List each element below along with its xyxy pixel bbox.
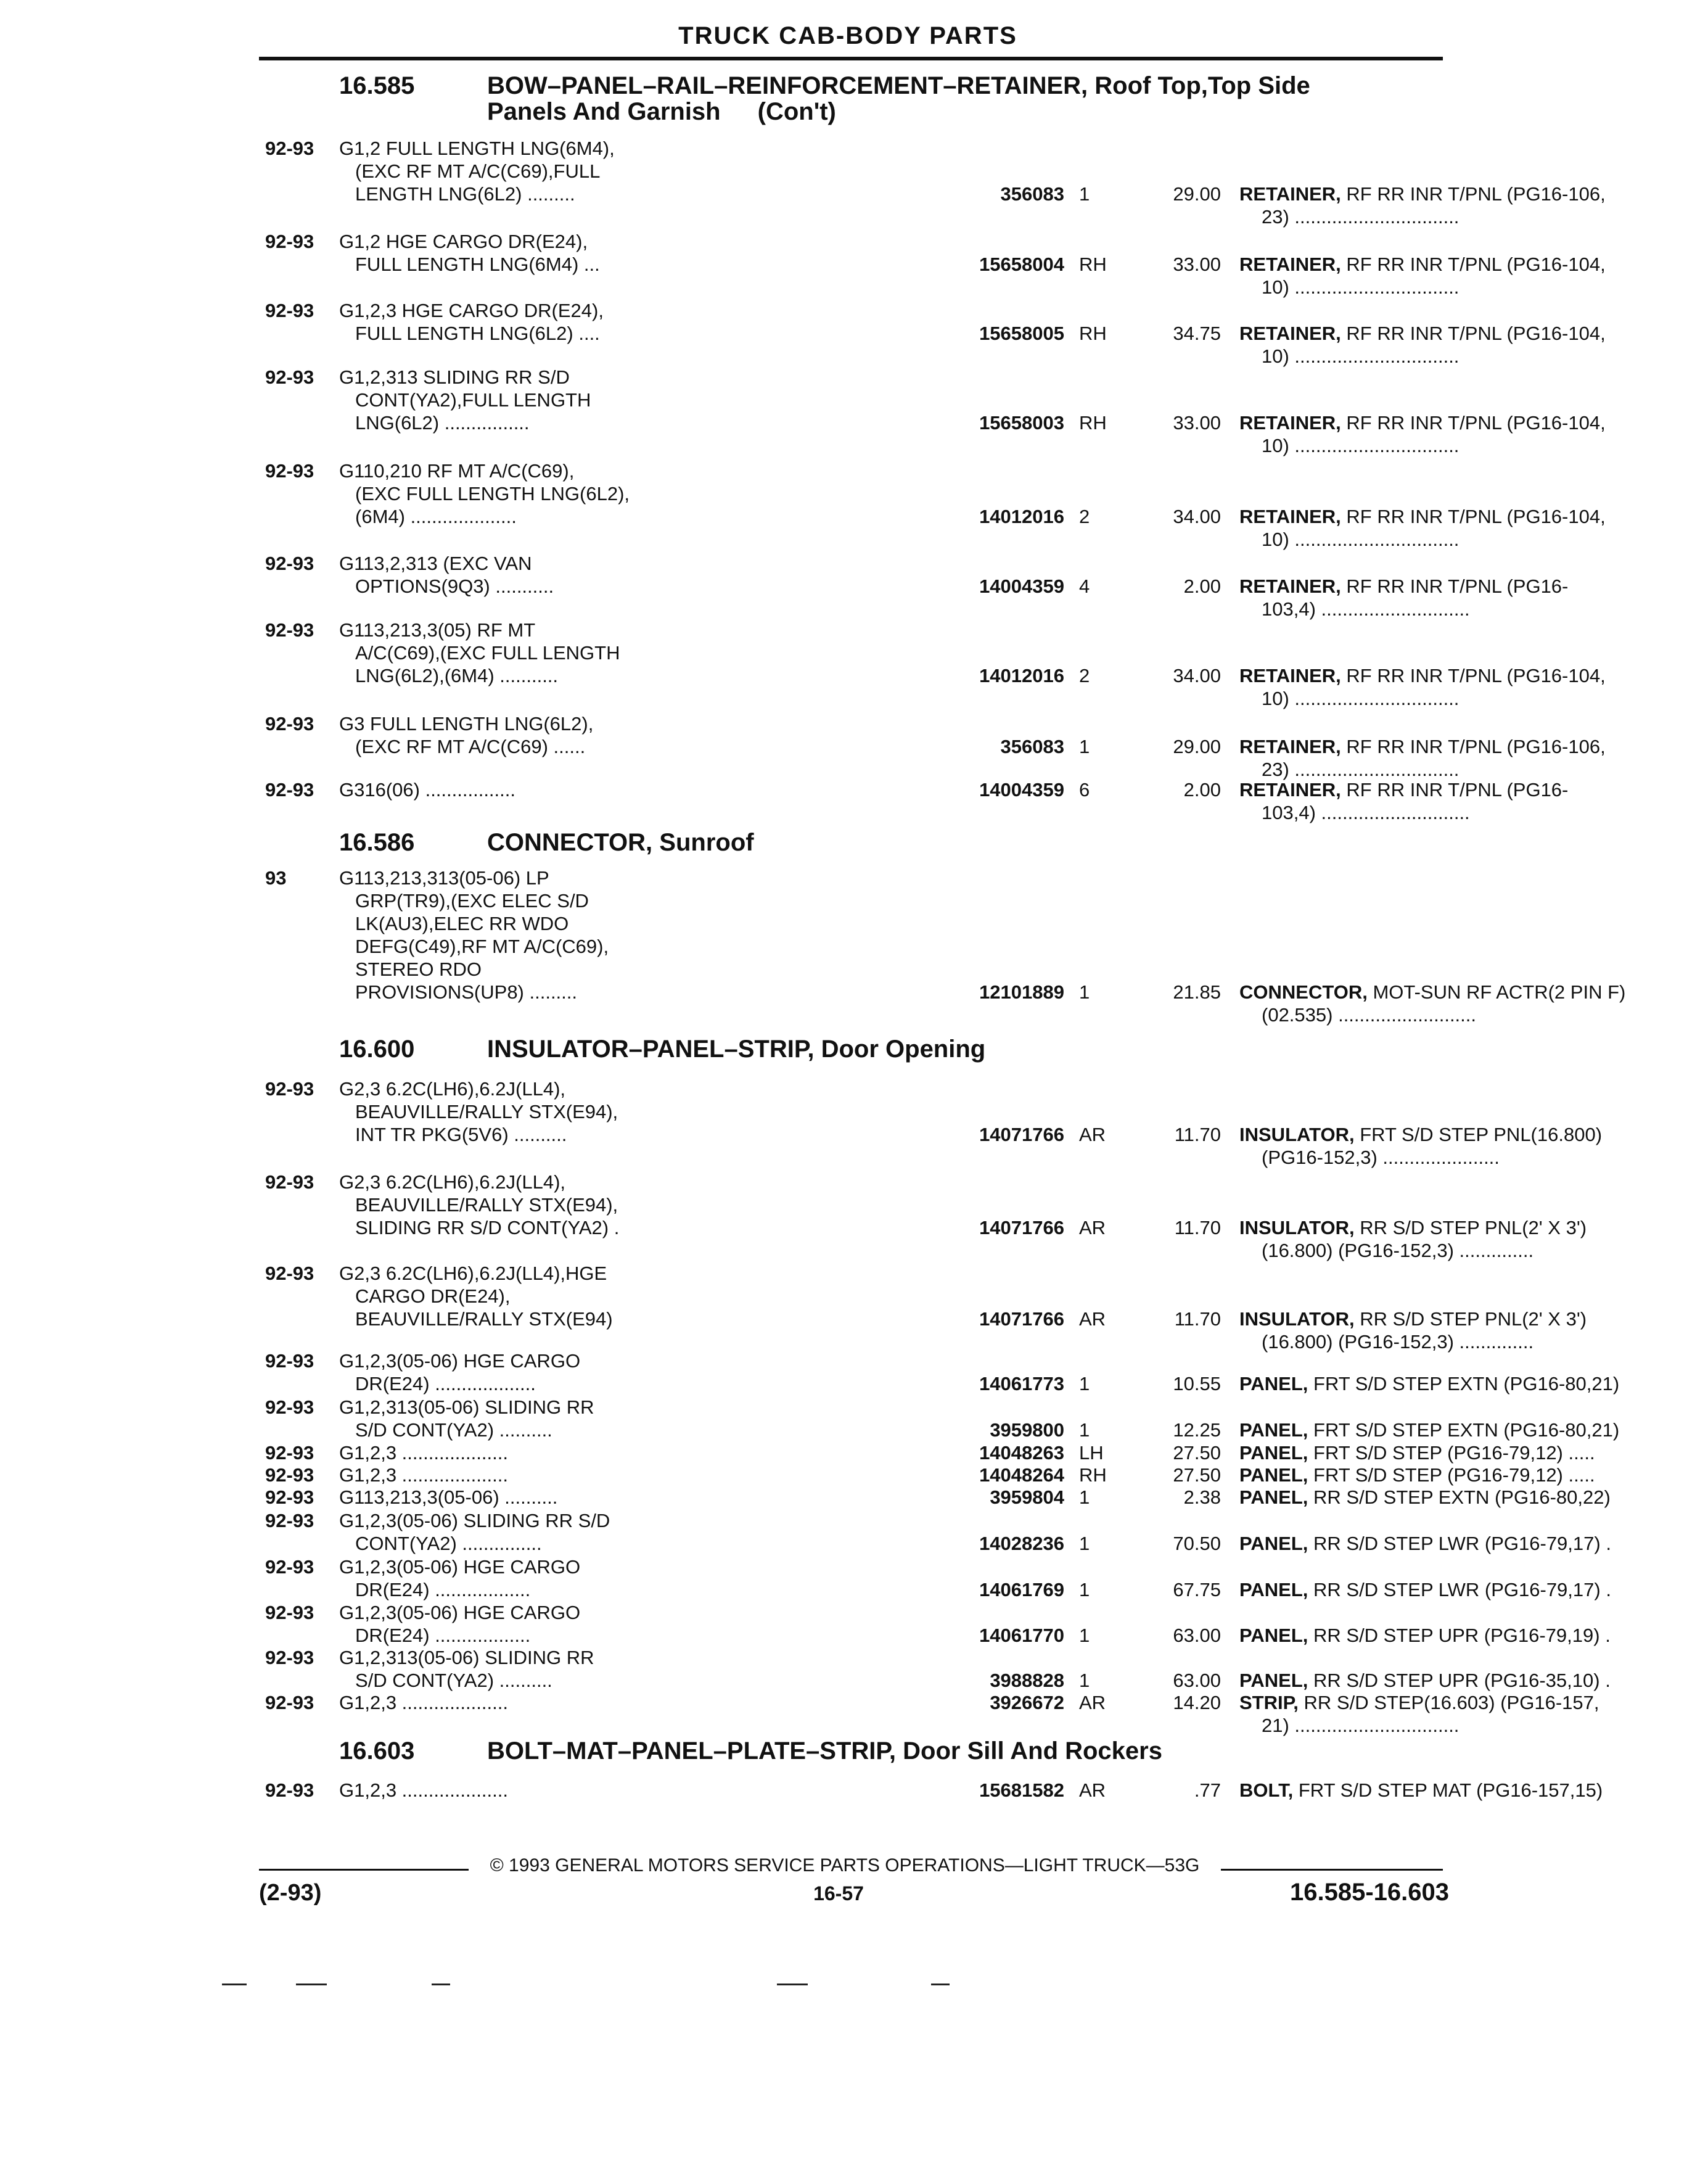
- part-name-label: STRIP,: [1239, 1692, 1299, 1713]
- part-name-continued: 10) ...............................: [1262, 529, 1460, 550]
- quantity: RH: [1079, 1464, 1107, 1486]
- quantity: 2: [1079, 506, 1090, 527]
- part-name-continued: (02.535) ..........................: [1262, 1004, 1477, 1026]
- part-name-continued: 10) ...............................: [1262, 345, 1460, 367]
- model-year: 92-93: [265, 138, 314, 159]
- part-number: 14061769: [979, 1579, 1064, 1600]
- section-heading: [339, 1036, 985, 1062]
- part-name-detail: RF RR INR T/PNL (PG16-104,: [1341, 412, 1606, 434]
- usage-line: G113,213,313(05-06) LP: [339, 867, 549, 889]
- part-name: [1239, 1532, 1708, 1555]
- quantity: AR: [1079, 1779, 1106, 1801]
- model-year: 92-93: [265, 619, 314, 641]
- part-number: 15658004: [979, 253, 1064, 275]
- model-year: 92-93: [265, 553, 314, 574]
- usage-line: G1,2,313(05-06) SLIDING RR: [339, 1647, 594, 1668]
- usage-line: BEAUVILLE/RALLY STX(E94),: [355, 1101, 618, 1123]
- quantity: 1: [1079, 183, 1090, 205]
- part-name-label: RETAINER,: [1239, 323, 1341, 344]
- model-year: 92-93: [265, 779, 314, 801]
- part-name: [1239, 183, 1708, 228]
- part-name-detail: RF RR INR T/PNL (PG16-104,: [1341, 253, 1606, 275]
- part-name: [1239, 505, 1708, 551]
- section-title: CONNECTOR,: [487, 829, 653, 856]
- part-number: 14048263: [979, 1442, 1064, 1464]
- usage-line: LNG(6L2),(6M4) ...........: [355, 665, 559, 686]
- quantity: AR: [1079, 1217, 1106, 1238]
- part-name: [1239, 1419, 1708, 1441]
- part-name-label: RETAINER,: [1239, 736, 1341, 757]
- section-heading: [339, 830, 754, 855]
- part-name-detail: FRT S/D STEP (PG16-79,12) .....: [1308, 1464, 1595, 1486]
- part-name: [1239, 253, 1708, 299]
- part-name: [1239, 1779, 1708, 1802]
- usage-line: A/C(C69),(EXC FULL LENGTH: [355, 642, 620, 664]
- section-subtitle: Roof Top,Top Side: [1088, 72, 1310, 99]
- usage-line: SLIDING RR S/D CONT(YA2) .: [355, 1217, 620, 1238]
- model-year: 92-93: [265, 713, 314, 735]
- part-number: 356083: [1000, 183, 1064, 205]
- part-name-label: PANEL,: [1239, 1373, 1308, 1394]
- model-year: 92-93: [265, 1464, 314, 1486]
- part-name-label: BOLT,: [1239, 1779, 1294, 1801]
- quantity: RH: [1079, 412, 1107, 434]
- quantity: 1: [1079, 1419, 1090, 1441]
- usage-line: G1,2,313 SLIDING RR S/D: [339, 366, 570, 388]
- usage-line: DR(E24) ...................: [355, 1373, 536, 1394]
- price: 11.70: [1174, 1308, 1221, 1330]
- model-year: 92-93: [265, 1647, 314, 1668]
- price: 70.50: [1173, 1533, 1221, 1554]
- quantity: RH: [1079, 253, 1107, 275]
- quantity: 1: [1079, 1670, 1090, 1691]
- usage-line: G1,2,3(05-06) HGE CARGO: [339, 1350, 581, 1372]
- part-number: 15658003: [979, 412, 1064, 434]
- quantity: 1: [1079, 1533, 1090, 1554]
- price: 2.38: [1183, 1486, 1221, 1508]
- usage-line: DR(E24) ..................: [355, 1625, 531, 1646]
- model-year: 92-93: [265, 1510, 314, 1531]
- usage-line: G110,210 RF MT A/C(C69),: [339, 460, 575, 482]
- part-name-label: RETAINER,: [1239, 183, 1341, 205]
- quantity: RH: [1079, 323, 1107, 344]
- part-number: 14071766: [979, 1217, 1064, 1238]
- section-heading: [339, 73, 1310, 125]
- usage-line: G1,2,3 HGE CARGO DR(E24),: [339, 300, 604, 321]
- usage-line: G1,2 HGE CARGO DR(E24),: [339, 231, 588, 252]
- part-name-label: PANEL,: [1239, 1442, 1308, 1464]
- model-year: 92-93: [265, 1486, 314, 1508]
- part-name-detail: RF RR INR T/PNL (PG16-104,: [1341, 665, 1606, 686]
- part-name-detail: RR S/D STEP PNL(2' X 3'): [1354, 1308, 1587, 1330]
- price: 14.20: [1173, 1692, 1221, 1713]
- part-name-label: INSULATOR,: [1239, 1308, 1355, 1330]
- part-name-label: PANEL,: [1239, 1486, 1308, 1508]
- part-name-label: CONNECTOR,: [1239, 981, 1368, 1003]
- part-name-detail: FRT S/D STEP EXTN (PG16-80,21): [1308, 1419, 1620, 1441]
- part-name-label: RETAINER,: [1239, 506, 1341, 527]
- usage-line: G113,213,3(05-06) ..........: [339, 1486, 558, 1508]
- usage-line: (EXC RF MT A/C(C69),FULL: [355, 160, 601, 182]
- quantity: 1: [1079, 1373, 1090, 1394]
- part-number: 15658005: [979, 323, 1064, 344]
- usage-line: LK(AU3),ELEC RR WDO: [355, 913, 569, 934]
- usage-line: CONT(YA2),FULL LENGTH: [355, 389, 591, 411]
- model-year: 93: [265, 867, 287, 889]
- page-header: TRUCK CAB-BODY PARTS: [678, 22, 1017, 49]
- part-name: [1239, 575, 1708, 620]
- part-name-detail: RF RR INR T/PNL (PG16-106,: [1341, 736, 1606, 757]
- part-name-detail: FRT S/D STEP (PG16-79,12) .....: [1308, 1442, 1595, 1464]
- part-name-label: PANEL,: [1239, 1670, 1308, 1691]
- part-name-continued: 10) ...............................: [1262, 276, 1460, 298]
- model-year: 92-93: [265, 1442, 314, 1464]
- part-name-label: PANEL,: [1239, 1533, 1308, 1554]
- price: 34.00: [1173, 506, 1221, 527]
- usage-line: (6M4) ....................: [355, 506, 517, 527]
- model-year: 92-93: [265, 1556, 314, 1578]
- usage-line: G1,2,3 ....................: [339, 1442, 508, 1464]
- part-name-label: RETAINER,: [1239, 779, 1341, 801]
- quantity: 1: [1079, 736, 1090, 757]
- quantity: AR: [1079, 1124, 1106, 1145]
- part-name-detail: FRT S/D STEP EXTN (PG16-80,21): [1308, 1373, 1620, 1394]
- part-number: 14004359: [979, 779, 1064, 801]
- model-year: 92-93: [265, 1602, 314, 1623]
- part-name-label: RETAINER,: [1239, 575, 1341, 597]
- usage-line: CARGO DR(E24),: [355, 1285, 511, 1307]
- scan-artifact: [931, 1984, 950, 1985]
- usage-line: BEAUVILLE/RALLY STX(E94),: [355, 1194, 618, 1216]
- part-name: [1239, 1486, 1708, 1509]
- usage-line: G3 FULL LENGTH LNG(6L2),: [339, 713, 594, 735]
- price: 67.75: [1173, 1579, 1221, 1600]
- usage-line: STEREO RDO: [355, 958, 482, 980]
- usage-line: PROVISIONS(UP8) .........: [355, 981, 578, 1003]
- scan-artifact: [296, 1984, 327, 1985]
- usage-line: G1,2,3 ....................: [339, 1779, 508, 1801]
- price: 34.75: [1173, 323, 1221, 344]
- part-name-detail: RR S/D STEP UPR (PG16-35,10) .: [1308, 1670, 1611, 1691]
- price: 29.00: [1173, 736, 1221, 757]
- usage-line: G113,213,3(05) RF MT: [339, 619, 536, 641]
- part-name-continued: 23) ...............................: [1262, 206, 1460, 228]
- part-name: [1239, 1308, 1708, 1353]
- price: 21.85: [1173, 981, 1221, 1003]
- part-name-continued: 21) ...............................: [1262, 1715, 1460, 1736]
- part-name-continued: 10) ...............................: [1262, 688, 1460, 709]
- section-title: BOW–PANEL–RAIL–REINFORCEMENT–RETAINER,: [487, 72, 1088, 99]
- model-year: 92-93: [265, 300, 314, 321]
- part-name-detail: FRT S/D STEP PNL(16.800): [1354, 1124, 1603, 1145]
- scan-artifact: [222, 1984, 247, 1985]
- part-number: 356083: [1000, 736, 1064, 757]
- section-number: 16.585: [339, 72, 415, 99]
- section-number: 16.586: [339, 829, 415, 856]
- price: 12.25: [1173, 1419, 1221, 1441]
- price: 27.50: [1173, 1464, 1221, 1486]
- part-name-label: PANEL,: [1239, 1419, 1308, 1441]
- quantity: 6: [1079, 779, 1090, 801]
- part-name-detail: RF RR INR T/PNL (PG16-: [1341, 575, 1569, 597]
- quantity: 1: [1079, 1625, 1090, 1646]
- part-name-continued: 10) ...............................: [1262, 435, 1460, 456]
- quantity: 2: [1079, 665, 1090, 686]
- part-number: 14071766: [979, 1308, 1064, 1330]
- part-number: 14012016: [979, 665, 1064, 686]
- usage-line: DEFG(C49),RF MT A/C(C69),: [355, 936, 609, 957]
- part-name: [1239, 411, 1708, 457]
- part-name-continued: 103,4) ............................: [1262, 802, 1470, 823]
- model-year: 92-93: [265, 1692, 314, 1713]
- price: .77: [1194, 1779, 1221, 1801]
- part-name-continued: (PG16-152,3) ......................: [1262, 1147, 1500, 1168]
- price: 33.00: [1173, 253, 1221, 275]
- price: 11.70: [1174, 1124, 1221, 1145]
- price: 34.00: [1173, 665, 1221, 686]
- usage-line: FULL LENGTH LNG(6M4) ...: [355, 253, 600, 275]
- price: 11.70: [1174, 1217, 1221, 1238]
- part-name: [1239, 1624, 1708, 1647]
- part-number: 14071766: [979, 1124, 1064, 1145]
- part-name: [1239, 1441, 1708, 1464]
- section-subtitle-continued: Panels And Garnish (Con't): [487, 98, 836, 125]
- price: 2.00: [1183, 575, 1221, 597]
- part-name-detail: RR S/D STEP(16.603) (PG16-157,: [1298, 1692, 1599, 1713]
- usage-line: INT TR PKG(5V6) ..........: [355, 1124, 567, 1145]
- part-name-detail: RR S/D STEP LWR (PG16-79,17) .: [1308, 1533, 1611, 1554]
- price: 27.50: [1173, 1442, 1221, 1464]
- footer-section-range: 16.585-16.603: [1289, 1879, 1449, 1906]
- price: 63.00: [1173, 1625, 1221, 1646]
- part-name-detail: RR S/D STEP EXTN (PG16-80,22): [1308, 1486, 1611, 1508]
- usage-line: S/D CONT(YA2) ..........: [355, 1419, 552, 1441]
- part-number: 14048264: [979, 1464, 1064, 1486]
- part-name: [1239, 1123, 1708, 1169]
- part-name-label: PANEL,: [1239, 1625, 1308, 1646]
- usage-line: DR(E24) ..................: [355, 1579, 531, 1600]
- usage-line: FULL LENGTH LNG(6L2) ....: [355, 323, 600, 344]
- part-number: 14028236: [979, 1533, 1064, 1554]
- part-name: [1239, 1578, 1708, 1601]
- usage-line: (EXC RF MT A/C(C69) ......: [355, 736, 586, 757]
- usage-line: G2,3 6.2C(LH6),6.2J(LL4),: [339, 1078, 566, 1100]
- part-number: 14061770: [979, 1625, 1064, 1646]
- part-number: 14012016: [979, 506, 1064, 527]
- model-year: 92-93: [265, 366, 314, 388]
- part-name-detail: RR S/D STEP UPR (PG16-79,19) .: [1308, 1625, 1611, 1646]
- part-name-label: INSULATOR,: [1239, 1217, 1355, 1238]
- usage-line: G316(06) .................: [339, 779, 515, 801]
- usage-line: G1,2,3(05-06) SLIDING RR S/D: [339, 1510, 610, 1531]
- model-year: 92-93: [265, 1171, 314, 1193]
- usage-line: G1,2 FULL LENGTH LNG(6M4),: [339, 138, 615, 159]
- model-year: 92-93: [265, 460, 314, 482]
- usage-line: (EXC FULL LENGTH LNG(6L2),: [355, 483, 630, 505]
- part-name: [1239, 1691, 1708, 1737]
- price: 63.00: [1173, 1670, 1221, 1691]
- model-year: 92-93: [265, 1350, 314, 1372]
- footer-rule-right: [1221, 1869, 1443, 1871]
- section-title: INSULATOR–PANEL–STRIP,: [487, 1036, 815, 1063]
- quantity: 4: [1079, 575, 1090, 597]
- usage-line: S/D CONT(YA2) ..........: [355, 1670, 552, 1691]
- quantity: 1: [1079, 1486, 1090, 1508]
- scan-artifact: [432, 1984, 450, 1985]
- part-number: 14004359: [979, 575, 1064, 597]
- section-subtitle: Sunroof: [652, 829, 754, 856]
- usage-line: G1,2,3 ....................: [339, 1464, 508, 1486]
- part-name-detail: MOT-SUN RF ACTR(2 PIN F): [1367, 981, 1626, 1003]
- part-name-label: RETAINER,: [1239, 665, 1341, 686]
- part-name: [1239, 1669, 1708, 1692]
- section-title: BOLT–MAT–PANEL–PLATE–STRIP,: [487, 1737, 897, 1765]
- part-name-label: PANEL,: [1239, 1579, 1308, 1600]
- usage-line: CONT(YA2) ...............: [355, 1533, 542, 1554]
- part-name: [1239, 981, 1708, 1026]
- header-rule: [259, 57, 1443, 60]
- model-year: 92-93: [265, 1396, 314, 1418]
- continued-note: (Con't): [757, 98, 836, 125]
- part-name: [1239, 1216, 1708, 1262]
- part-number: 3959804: [990, 1486, 1064, 1508]
- usage-line: OPTIONS(9Q3) ...........: [355, 575, 554, 597]
- part-name: [1239, 778, 1708, 824]
- footer-date: (2-93): [259, 1880, 322, 1906]
- usage-line: G1,2,3 ....................: [339, 1692, 508, 1713]
- usage-line: LNG(6L2) ................: [355, 412, 530, 434]
- usage-line: G113,2,313 (EXC VAN: [339, 553, 532, 574]
- quantity: LH: [1079, 1442, 1104, 1464]
- usage-line: G1,2,313(05-06) SLIDING RR: [339, 1396, 594, 1418]
- price: 10.55: [1173, 1373, 1221, 1394]
- part-name-detail: FRT S/D STEP MAT (PG16-157,15): [1293, 1779, 1603, 1801]
- usage-line: GRP(TR9),(EXC ELEC S/D: [355, 890, 589, 912]
- model-year: 92-93: [265, 1263, 314, 1284]
- part-number: 3988828: [990, 1670, 1064, 1691]
- quantity: 1: [1079, 981, 1090, 1003]
- usage-line: BEAUVILLE/RALLY STX(E94): [355, 1308, 613, 1330]
- section-subtitle: Door Opening: [814, 1036, 986, 1063]
- part-name: [1239, 735, 1708, 781]
- model-year: 92-93: [265, 1078, 314, 1100]
- part-name-detail: RF RR INR T/PNL (PG16-106,: [1341, 183, 1606, 205]
- usage-line: G2,3 6.2C(LH6),6.2J(LL4),HGE: [339, 1263, 607, 1284]
- price: 33.00: [1173, 412, 1221, 434]
- part-name-detail: RR S/D STEP PNL(2' X 3'): [1354, 1217, 1587, 1238]
- usage-line: G2,3 6.2C(LH6),6.2J(LL4),: [339, 1171, 566, 1193]
- part-name: [1239, 1372, 1708, 1395]
- part-number: 15681582: [979, 1779, 1064, 1801]
- usage-line: G1,2,3(05-06) HGE CARGO: [339, 1602, 581, 1623]
- price: 29.00: [1173, 183, 1221, 205]
- quantity: 1: [1079, 1579, 1090, 1600]
- part-name-label: RETAINER,: [1239, 412, 1341, 434]
- footer-copyright: © 1993 GENERAL MOTORS SERVICE PARTS OPERATIONS—LIGHT TRUCK—53G: [490, 1855, 1200, 1876]
- price: 2.00: [1183, 779, 1221, 801]
- part-name-detail: RR S/D STEP LWR (PG16-79,17) .: [1308, 1579, 1611, 1600]
- part-number: 3959800: [990, 1419, 1064, 1441]
- part-name-continued: 23) ...............................: [1262, 759, 1460, 780]
- part-name-label: PANEL,: [1239, 1464, 1308, 1486]
- usage-line: G1,2,3(05-06) HGE CARGO: [339, 1556, 581, 1578]
- part-number: 12101889: [979, 981, 1064, 1003]
- part-name-label: INSULATOR,: [1239, 1124, 1355, 1145]
- part-name: [1239, 664, 1708, 710]
- model-year: 92-93: [265, 231, 314, 252]
- part-number: 14061773: [979, 1373, 1064, 1394]
- part-name-continued: (16.800) (PG16-152,3) ..............: [1262, 1240, 1534, 1261]
- section-number: 16.600: [339, 1036, 415, 1063]
- quantity: AR: [1079, 1308, 1106, 1330]
- section-heading: [339, 1738, 1162, 1764]
- part-name-label: RETAINER,: [1239, 253, 1341, 275]
- part-name-continued: (16.800) (PG16-152,3) ..............: [1262, 1331, 1534, 1353]
- part-name: [1239, 322, 1708, 368]
- footer-page-number: 16-57: [813, 1882, 864, 1905]
- usage-line: LENGTH LNG(6L2) .........: [355, 183, 575, 205]
- quantity: AR: [1079, 1692, 1106, 1713]
- part-name-detail: RF RR INR T/PNL (PG16-104,: [1341, 323, 1606, 344]
- footer-rule-left: [259, 1869, 469, 1871]
- part-name-detail: RF RR INR T/PNL (PG16-104,: [1341, 506, 1606, 527]
- part-name: [1239, 1464, 1708, 1486]
- section-subtitle: Door Sill And Rockers: [896, 1737, 1162, 1765]
- scan-artifact: [777, 1984, 808, 1985]
- part-number: 3926672: [990, 1692, 1064, 1713]
- part-name-continued: 103,4) ............................: [1262, 598, 1470, 620]
- part-name-detail: RF RR INR T/PNL (PG16-: [1341, 779, 1569, 801]
- section-number: 16.603: [339, 1737, 415, 1765]
- model-year: 92-93: [265, 1779, 314, 1801]
